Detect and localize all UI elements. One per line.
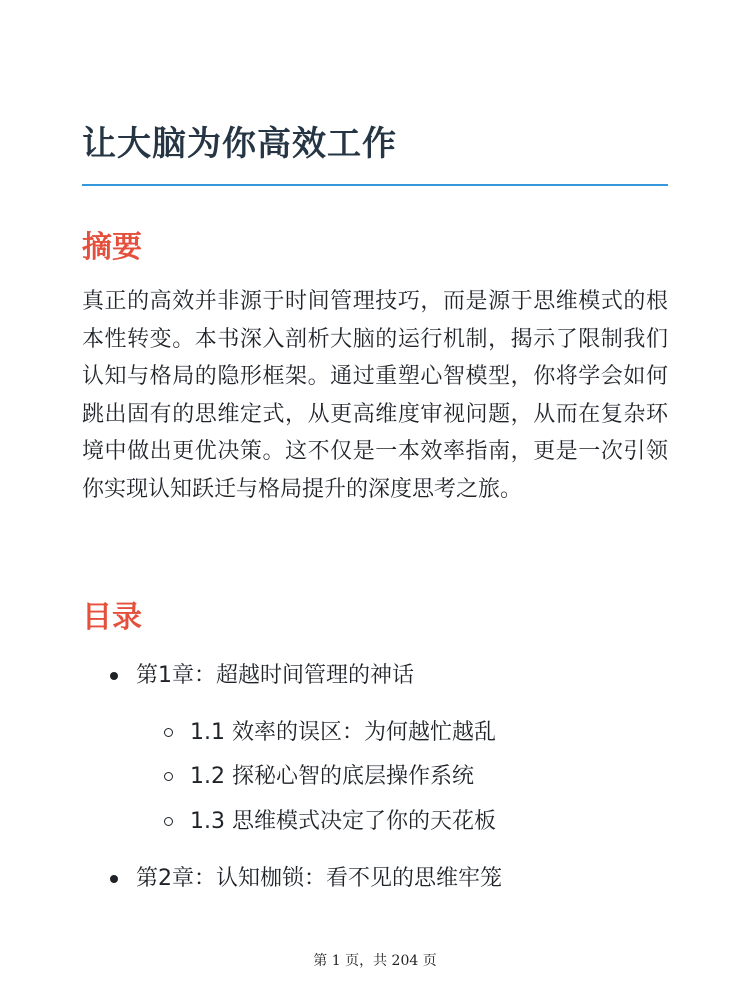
bullet-circle-icon <box>164 772 173 781</box>
toc-section-label: 1.1 效率的误区：为何越忙越乱 <box>190 720 496 745</box>
bullet-circle-icon <box>164 728 173 737</box>
toc-section-label: 1.3 思维模式决定了你的天花板 <box>190 809 496 834</box>
toc-section-label: 1.2 探秘心智的底层操作系统 <box>190 764 474 789</box>
bullet-disc-icon <box>110 672 118 680</box>
bullet-disc-icon <box>110 875 118 883</box>
toc-chapter-label: 第1章：超越时间管理的神话 <box>136 663 414 688</box>
title-divider <box>82 184 668 186</box>
page-number-footer: 第 1 页，共 204 页 <box>313 953 437 969</box>
document-title: 让大脑为你高效工作 <box>82 124 397 164</box>
toc-heading: 目录 <box>82 600 142 635</box>
abstract-heading: 摘要 <box>82 230 142 265</box>
abstract-text: 真正的高效并非源于时间管理技巧，而是源于思维模式的根本性转变。本书深入剖析大脑的运行机制，揭示了限制我们认知与格局的隐形框架。通过重塑心智模型，你将学会如何跳出固有的思维定式，从更高维度审视问题，从而在复杂环境中做出更优决策。这不仅是一本效率指南，更是一次引领你实现认知跃迁与格局提升的深度思考之旅。 <box>82 289 668 502</box>
bullet-circle-icon <box>164 817 173 826</box>
toc-chapter-label: 第2章：认知枷锁：看不见的思维牢笼 <box>136 866 502 891</box>
